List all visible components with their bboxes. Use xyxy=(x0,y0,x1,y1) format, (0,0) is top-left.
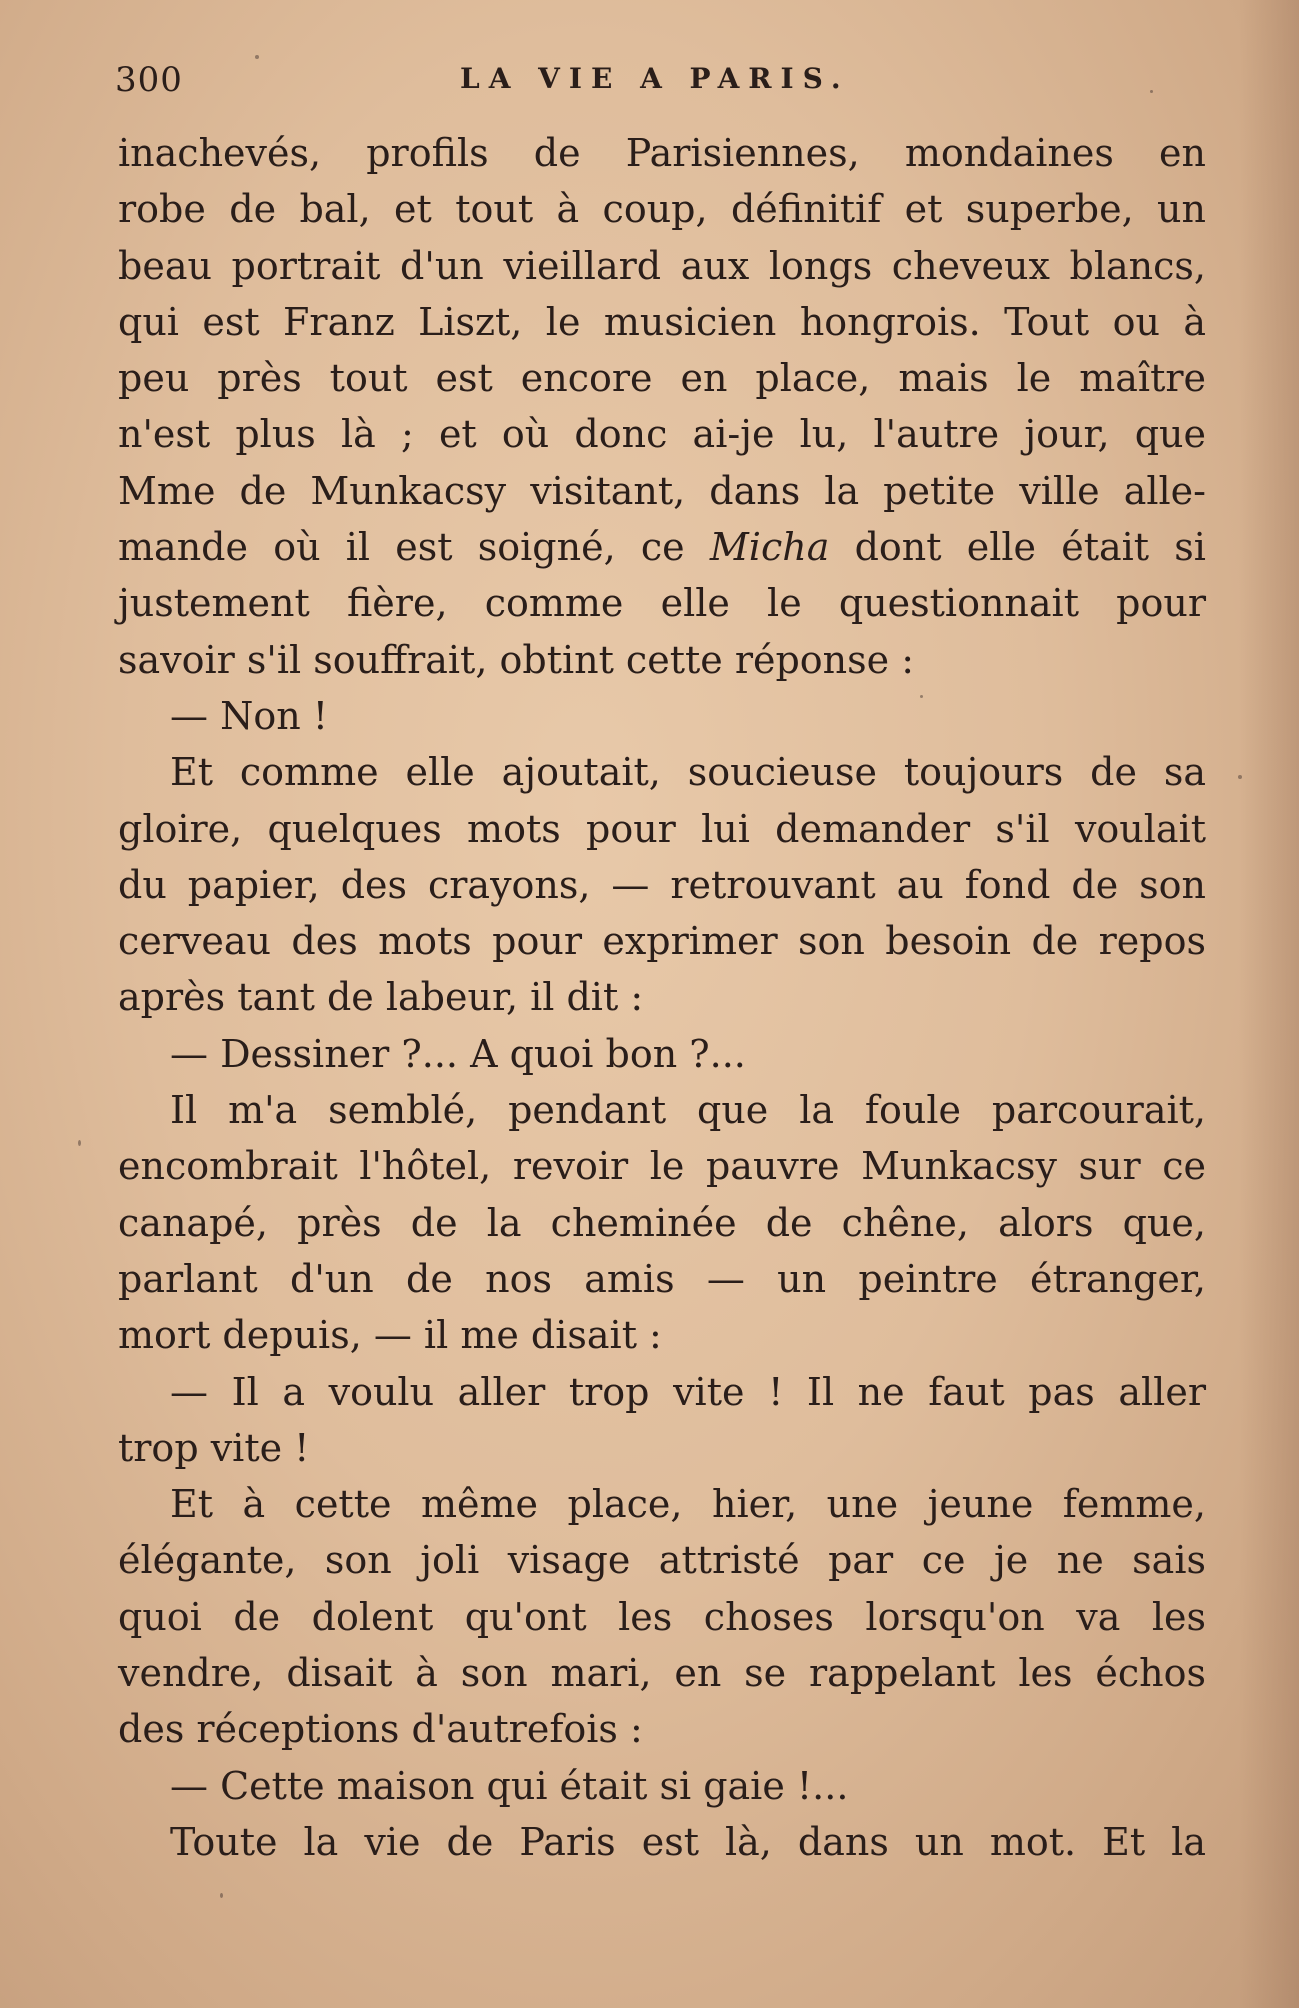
text-line: inachevés, profils de Parisiennes, mondaines en xyxy=(118,131,1206,175)
paragraph-first-line: Toute la vie de Paris est là, dans un mot. Et la xyxy=(170,1819,1206,1864)
paragraph-first-line: Et comme elle ajoutait, soucieuse toujours de sa xyxy=(170,750,1206,795)
paper-speck xyxy=(1150,90,1153,93)
dialogue-line: — Cette maison qui était si gaie !... xyxy=(170,1763,849,1808)
text-line: mort depuis, — il me disait : xyxy=(118,1313,662,1358)
paper-speck xyxy=(1238,775,1242,779)
text-line: après tant de labeur, il dit : xyxy=(118,975,644,1020)
text-line: du papier, des crayons, — retrouvant au fond de son xyxy=(118,862,1206,907)
text-line xyxy=(118,519,1206,575)
body-text xyxy=(118,125,1206,1870)
text-line: gloire, quelques mots pour lui demander s'il voulait xyxy=(118,806,1206,851)
paper-speck xyxy=(920,695,923,698)
text-line: vendre, disait à son mari, en se rappelant les échos xyxy=(118,1651,1206,1696)
text-line: Mme de Munkacsy visitant, dans la petite ville alle- xyxy=(118,468,1206,513)
text-line: élégante, son joli visage attristé par ce je ne sais xyxy=(118,1538,1206,1583)
paragraph-first-line: Il m'a semblé, pendant que la foule parcourait, xyxy=(170,1088,1206,1133)
text-line: parlant d'un de nos amis — un peintre étranger, xyxy=(118,1256,1206,1301)
dialogue-line: — Dessiner ?... A quoi bon ?... xyxy=(170,1031,746,1076)
dialogue-line: — Il a voulu aller trop vite ! Il ne faut pas aller xyxy=(170,1369,1206,1414)
text-line: cerveau des mots pour exprimer son besoin de repos xyxy=(118,919,1206,964)
page-edge-shadow xyxy=(1239,0,1299,2008)
text-line: n'est plus là ; et où donc ai-je lu, l'autre jour, que xyxy=(118,412,1206,457)
text-line: savoir s'il souffrait, obtint cette réponse : xyxy=(118,637,915,682)
text-line: encombrait l'hôtel, revoir le pauvre Munkacsy sur ce xyxy=(118,1144,1206,1189)
text-line: des réceptions d'autrefois : xyxy=(118,1707,643,1752)
text-line: canapé, près de la cheminée de chêne, alors que, xyxy=(118,1200,1206,1245)
text-segment: mande où il est soigné, ce xyxy=(118,525,685,570)
paragraph-first-line: Et à cette même place, hier, une jeune femme, xyxy=(170,1482,1206,1527)
paper-speck xyxy=(78,1140,81,1146)
text-line: quoi de dolent qu'ont les choses lorsqu'on va les xyxy=(118,1594,1206,1639)
dialogue-line: — Non ! xyxy=(170,693,329,738)
page-number: 300 xyxy=(115,60,183,100)
paper-speck xyxy=(255,55,259,59)
text-line: peu près tout est encore en place, mais le maître xyxy=(118,356,1206,401)
text-line: qui est Franz Liszt, le musicien hongrois. Tout ou à xyxy=(118,299,1206,344)
text-line: justement fière, comme elle le questionnait pour xyxy=(118,581,1206,626)
paper-speck xyxy=(220,1893,223,1898)
text-line: robe de bal, et tout à coup, définitif et superbe, un xyxy=(118,187,1206,232)
page-header xyxy=(115,60,1215,110)
text-line: trop vite ! xyxy=(118,1425,310,1470)
running-title: LA VIE A PARIS. xyxy=(460,62,850,95)
italic-name: Micha xyxy=(709,525,830,570)
text-segment: dont elle était si xyxy=(854,525,1206,570)
text-line: beau portrait d'un vieillard aux longs cheveux blancs, xyxy=(118,243,1206,288)
